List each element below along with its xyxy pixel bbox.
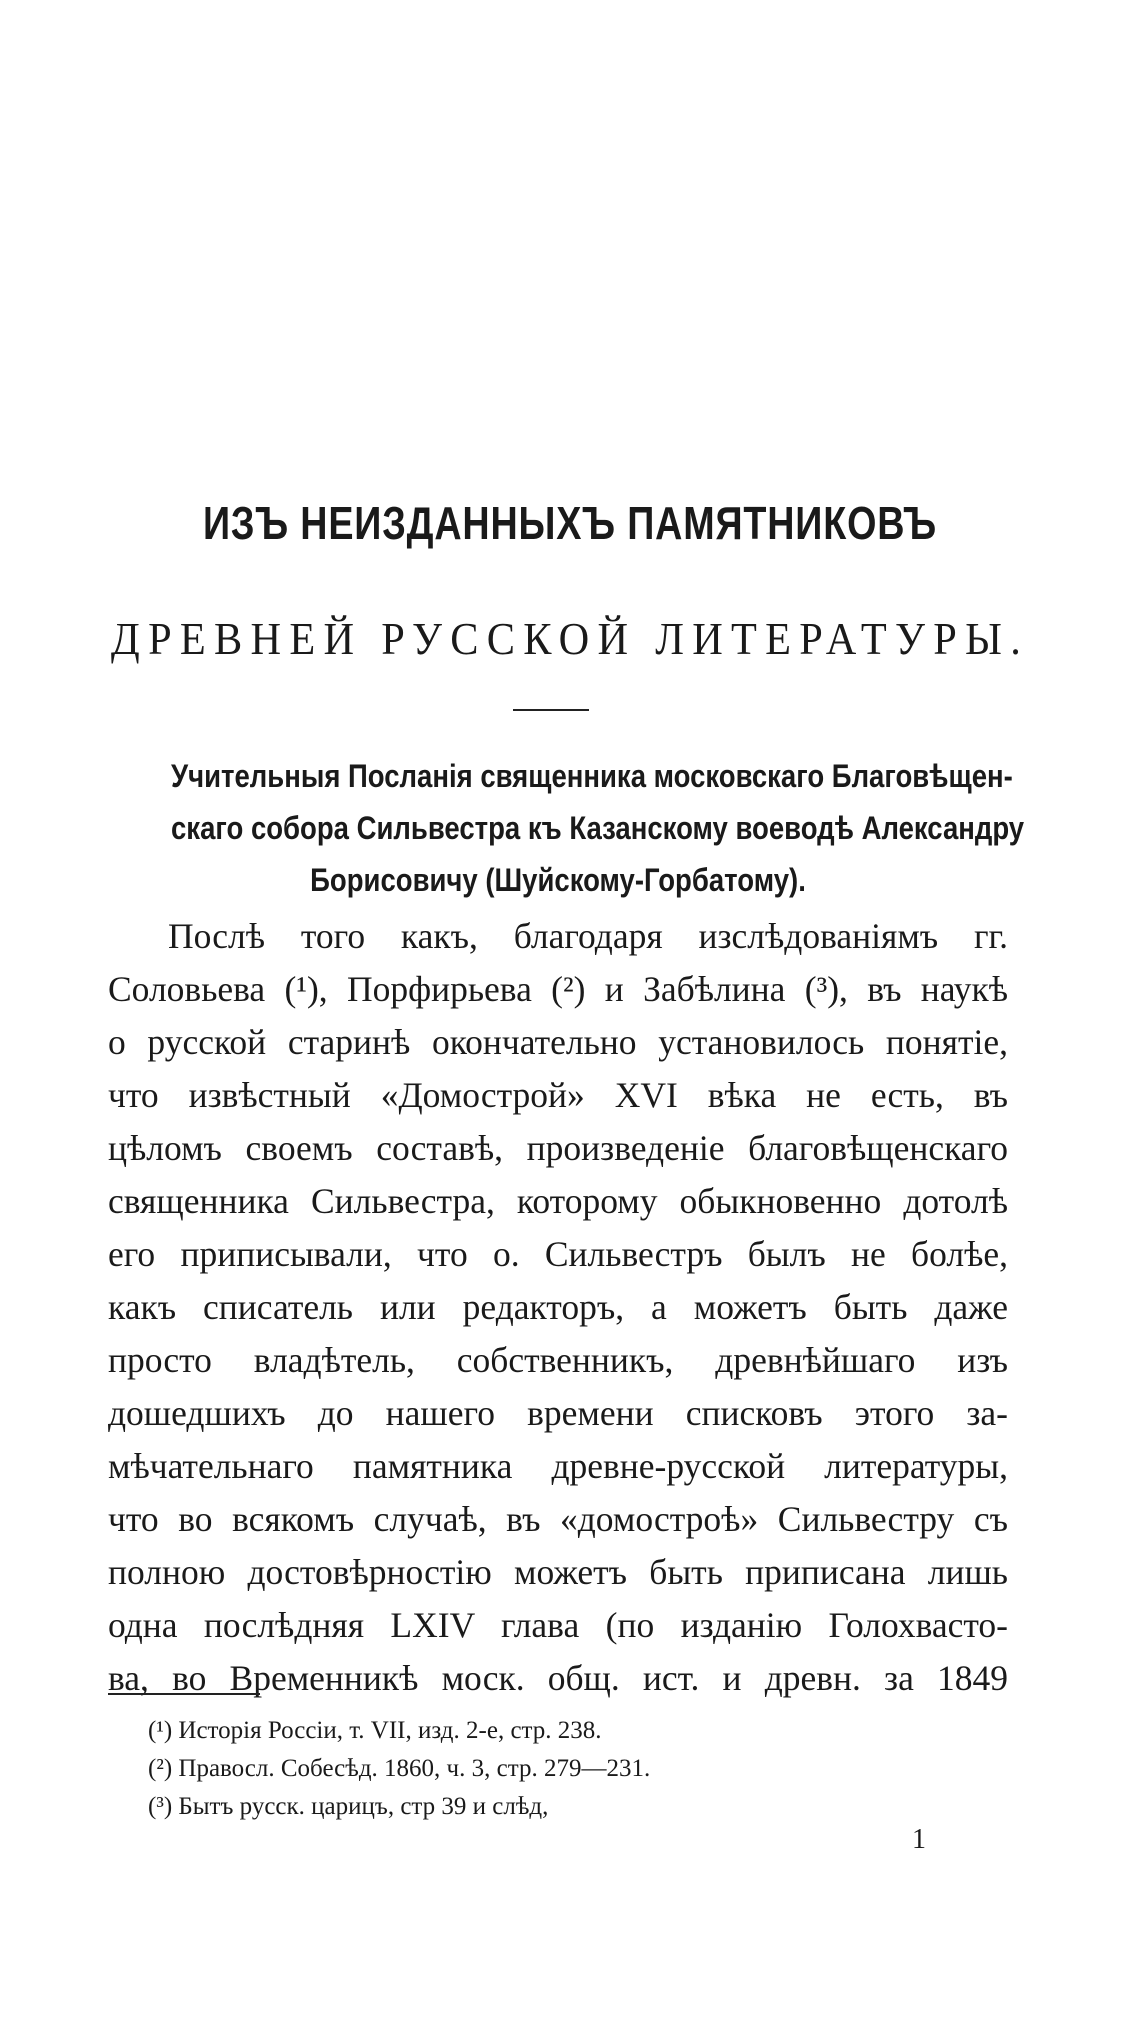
body-line: его приписывали, что о. Сильвестръ былъ не болѣе, [108,1234,1008,1274]
body-line: священника Сильвестра, которому обыкновенно дотолѣ [108,1181,1008,1221]
body-line: ва, во Временникѣ моск. общ. ист. и древн. за 1849 [108,1658,1008,1698]
footnotes [148,1712,650,1826]
page-subtitle: ДРЕВНЕЙ РУССКОЙ ЛИТЕРАТУРЫ. [110,613,1030,664]
body-line: цѣломъ своемъ составѣ, произведеніе благовѣщенскаго [108,1128,1008,1168]
body-line: о русской старинѣ окончательно установилось понятіе, [108,1022,1008,1062]
body-line: что извѣстный «Домострой» XVI вѣка не есть, въ [108,1075,1008,1115]
body-line: какъ списатель или редакторъ, а можетъ быть даже [108,1287,1008,1327]
body-line: мѣчательнаго памятника древне-русской литературы, [108,1446,1008,1486]
footnote-rule [108,1693,260,1695]
body-line: что во всякомъ случаѣ, въ «домостроѣ» Сильвестру съ [108,1499,1008,1539]
body-line: дошедшихъ до нашего времени списковъ этого за- [108,1393,1008,1433]
section-heading-line: Борисовичу (Шуйскому-Горбатому). [310,862,806,898]
page-title: ИЗЪ НЕИЗДАННЫХЪ ПАМЯТНИКОВЪ [202,497,938,549]
section-heading-line: скаго собора Сильвестра къ Казанскому воеводѣ Александру [171,810,1025,846]
title-divider [513,709,589,711]
body-line: Послѣ того какъ, благодаря изслѣдованіямъ гг. [168,916,1008,956]
footnote: (¹) Исторія Россіи, т. VII, изд. 2-е, стр. 238. [148,1717,602,1744]
body-line: Соловьева (¹), Порфирьева (²) и Забѣлина (³), въ наукѣ [108,969,1008,1009]
page-number: 1 [912,1824,926,1855]
section-heading [108,750,1025,906]
body-line: просто владѣтель, собственникъ, древнѣйшаго изъ [108,1340,1008,1380]
footnote: (³) Бытъ русск. царицъ, стр 39 и слѣд, [148,1793,549,1820]
section-heading-line: Учительныя Посланія священника московскаго Благовѣщен- [171,758,1013,794]
body-line: одна послѣдняя LXIV глава (по изданію Голохвасто- [108,1605,1008,1645]
footnote: (²) Правосл. Собесѣд. 1860, ч. 3, стр. 279—231. [148,1755,651,1782]
body-paragraph [108,910,1008,1705]
body-line: полною достовѣрностію можетъ быть приписана лишь [108,1552,1008,1592]
